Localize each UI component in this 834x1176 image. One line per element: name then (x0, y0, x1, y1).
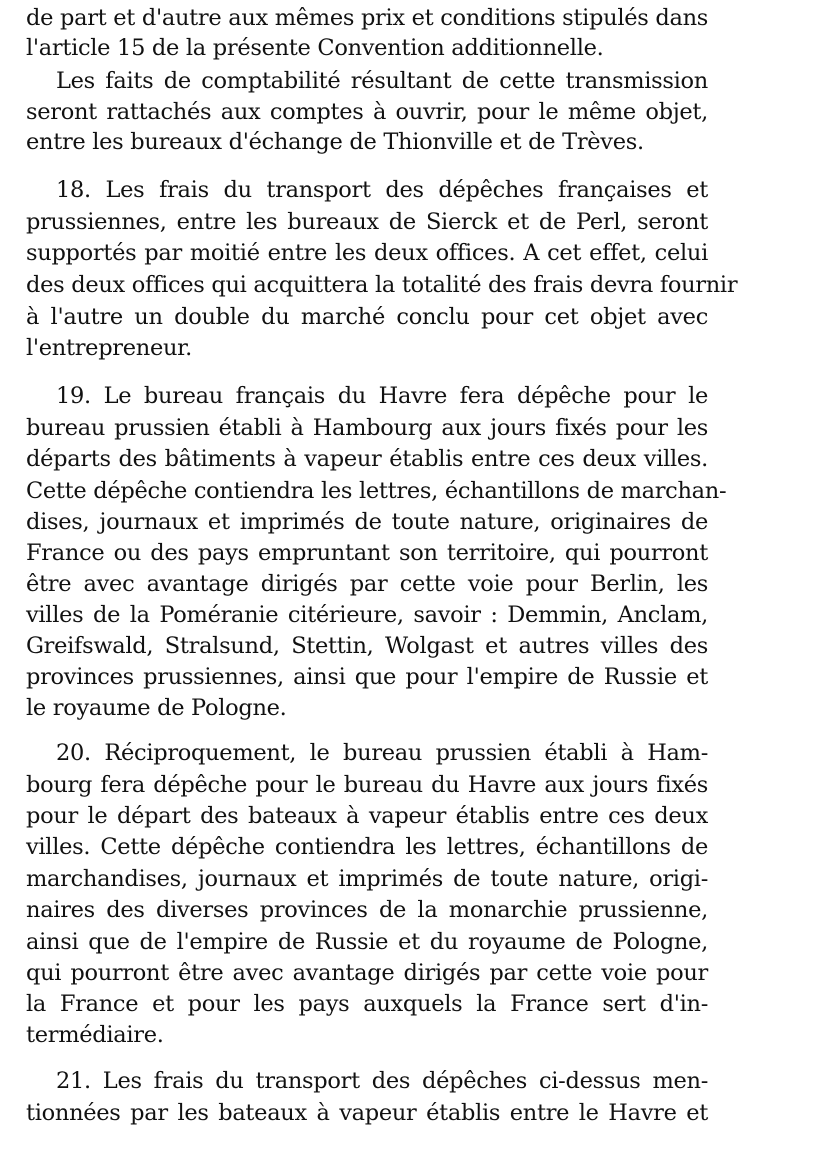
text-line: entre les bureaux d'échange de Thionville et de Trèves. (26, 129, 644, 155)
text-line: termédiaire. (26, 1022, 164, 1048)
text-line: ainsi que de l'empire de Russie et du royaume de Pologne, (26, 929, 708, 955)
text-line: à l'autre un double du marché conclu pour cet objet avec (26, 304, 708, 330)
text-line: Cette dépêche contiendra les lettres, échantillons de marchan- (26, 478, 727, 504)
text-line: marchandises, journaux et imprimés de toute nature, origi- (26, 866, 708, 892)
text-line: dises, journaux et imprimés de toute nature, originaires de (26, 509, 708, 535)
text-line: être avec avantage dirigés par cette voie pour Berlin, les (26, 571, 708, 597)
text-line: l'article 15 de la présente Convention additionnelle. (26, 35, 604, 61)
article-19-first-line: 19. Le bureau français du Havre fera dépêche pour le (56, 383, 708, 409)
text-line: des deux offices qui acquittera la totalité des frais devra fournir (26, 272, 738, 298)
text-line: départs des bâtiments à vapeur établis entre ces deux villes. (26, 446, 708, 472)
text-line: villes de la Poméranie citérieure, savoir : Demmin, Anclam, (26, 602, 708, 628)
text-line: naires des diverses provinces de la monarchie prussienne, (26, 897, 708, 923)
text-line: tionnées par les bateaux à vapeur établis entre le Havre et (26, 1100, 708, 1126)
text-line: villes. Cette dépêche contiendra les lettres, échantillons de (26, 834, 708, 860)
text-line: de part et d'autre aux mêmes prix et conditions stipulés dans (26, 5, 709, 31)
text-line: seront rattachés aux comptes à ouvrir, pour le même objet, (26, 99, 708, 125)
text-line: France ou des pays empruntant son territoire, qui pourront (26, 540, 708, 566)
article-18-first-line: 18. Les frais du transport des dépêches françaises et (56, 177, 708, 203)
text-line: la France et pour les pays auxquels la France sert d'in- (26, 991, 708, 1017)
article-21-first-line: 21. Les frais du transport des dépêches ci-dessus men- (56, 1068, 708, 1094)
article-20-first-line: 20. Réciproquement, le bureau prussien établi à Ham- (56, 740, 708, 766)
text-line: l'entrepreneur. (26, 335, 193, 361)
text-line: supportés par moitié entre les deux offices. A cet effet, celui (26, 240, 708, 266)
text-line: qui pourront être avec avantage dirigés par cette voie pour (26, 960, 708, 986)
text-line: provinces prussiennes, ainsi que pour l'empire de Russie et (26, 664, 708, 690)
paragraph-first-line: Les faits de comptabilité résultant de cette transmission (56, 68, 708, 94)
text-line: bourg fera dépêche pour le bureau du Havre aux jours fixés (26, 772, 708, 798)
text-line: pour le départ des bateaux à vapeur établis entre ces deux (26, 803, 708, 829)
text-line: Greifswald, Stralsund, Stettin, Wolgast et autres villes des (26, 633, 708, 659)
text-line: prussiennes, entre les bureaux de Sierck et de Perl, seront (26, 209, 708, 235)
text-line: le royaume de Pologne. (26, 695, 287, 721)
text-line: bureau prussien établi à Hambourg aux jours fixés pour les (26, 415, 708, 441)
